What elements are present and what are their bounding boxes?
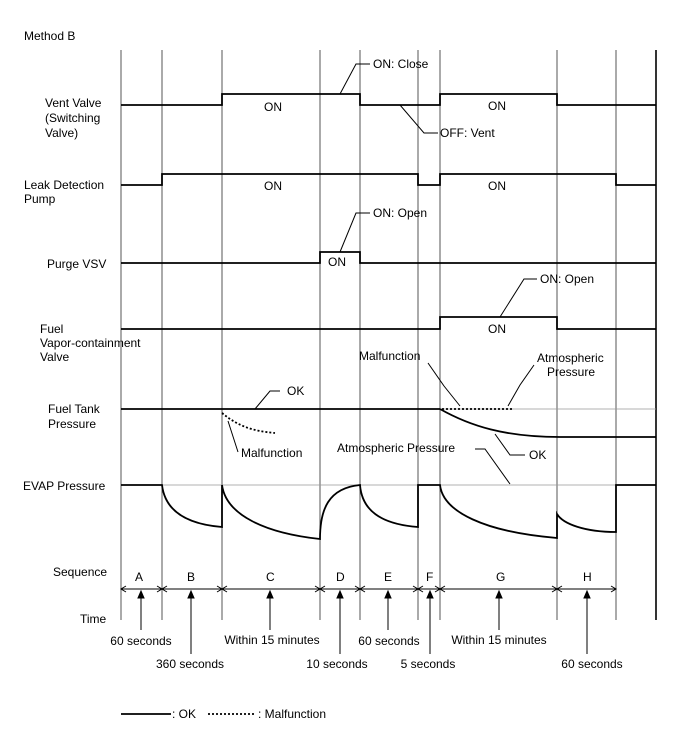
sequence-label-b: B	[187, 570, 196, 584]
duration-g: Within 15 minutes	[451, 633, 547, 647]
duration-arrowhead-d	[337, 591, 343, 598]
duration-arrowhead-h	[584, 591, 590, 598]
legend	[121, 707, 326, 721]
sequence-label-h: H	[583, 570, 592, 584]
fuel-tank-malfunction-trace-1	[222, 413, 275, 433]
purge-vsv-waveform	[121, 252, 656, 263]
phase-boundaries	[121, 50, 616, 620]
sequence-label-c: C	[266, 570, 275, 584]
pump-on-label-1: ON	[264, 179, 282, 193]
callout-tank-malfunction-1: Malfunction	[241, 446, 303, 460]
leader-tank-malfunction-1	[228, 421, 238, 452]
callout-tank-malfunction-2: Malfunction	[359, 349, 421, 363]
leader-vent-vent	[400, 105, 438, 133]
duration-d: 10 seconds	[306, 657, 368, 671]
sequence-label-g: G	[496, 570, 506, 584]
duration-arrowhead-g	[496, 591, 502, 598]
sequence-label-d: D	[336, 570, 345, 584]
pump-on-label-2: ON	[488, 179, 506, 193]
leader-purge-open	[340, 213, 370, 252]
duration-arrowhead-c	[267, 591, 273, 598]
duration-arrowhead-b	[188, 591, 194, 598]
label-time: Time	[80, 612, 107, 626]
leader-tank-atmospheric	[508, 365, 534, 406]
sequence-label-f: F	[426, 570, 434, 584]
leader-fuel-valve-open	[500, 279, 537, 317]
leader-tank-ok-1	[255, 391, 280, 409]
duration-e: 60 seconds	[358, 634, 420, 648]
fuel-valve-on-label: ON	[488, 322, 506, 336]
duration-b: 360 seconds	[155, 657, 225, 671]
vent-valve-on-label-1: ON	[264, 100, 282, 114]
callout-tank-ok-1: OK	[287, 384, 305, 398]
callout-vent-close: ON: Close	[373, 57, 429, 71]
duration-f: 5 seconds	[400, 657, 456, 671]
callout-purge-open: ON: Open	[373, 206, 428, 220]
leader-tank-malfunction-2	[428, 363, 460, 406]
duration-h: 60 seconds	[561, 657, 623, 671]
label-fuel-vapor-containment-valve: Fuel Vapor-containment Valve	[40, 322, 141, 364]
legend-malfunction-label: : Malfunction	[258, 707, 327, 721]
duration-arrowhead-f	[427, 591, 433, 598]
callout-tank-atmospheric: Atmospheric Pressure	[537, 351, 604, 379]
label-fuel-tank-pressure: Fuel Tank Pressure	[48, 402, 100, 431]
callout-fuel-valve-open: ON: Open	[540, 272, 595, 286]
label-leak-detection-pump: Leak Detection Pump	[24, 178, 105, 206]
duration-arrowhead-e	[385, 591, 391, 598]
callout-evap-atmospheric: Atmospheric Pressure	[337, 441, 456, 455]
leader-vent-close	[340, 64, 370, 94]
diagram-title: Method B	[24, 29, 76, 43]
vent-valve-on-label-2: ON	[488, 99, 506, 113]
duration-c: Within 15 minutes	[224, 633, 320, 647]
fuel-valve-waveform	[121, 317, 656, 329]
callout-tank-ok-2: OK	[529, 448, 547, 462]
sequence-label-e: E	[384, 570, 393, 584]
legend-ok-label: : OK	[172, 707, 197, 721]
label-evap-pressure: EVAP Pressure	[23, 479, 106, 493]
label-purge-vsv: Purge VSV	[47, 257, 107, 271]
label-sequence: Sequence	[53, 565, 108, 579]
callout-vent-vent: OFF: Vent	[440, 126, 495, 140]
sequence-label-a: A	[135, 570, 144, 584]
duration-arrowhead-a	[138, 591, 144, 598]
label-vent-valve: Vent Valve (Switching Valve)	[45, 96, 102, 140]
vent-valve-waveform	[121, 94, 656, 105]
evap-pressure-waveform	[121, 485, 656, 539]
leak-pump-waveform	[121, 174, 656, 185]
fuel-tank-decay-waveform	[440, 409, 656, 437]
duration-a: 60 seconds	[110, 634, 172, 648]
purge-vsv-on-label: ON	[328, 255, 346, 269]
leader-tank-ok-2	[495, 434, 525, 455]
leader-evap-atmospheric	[475, 449, 510, 484]
